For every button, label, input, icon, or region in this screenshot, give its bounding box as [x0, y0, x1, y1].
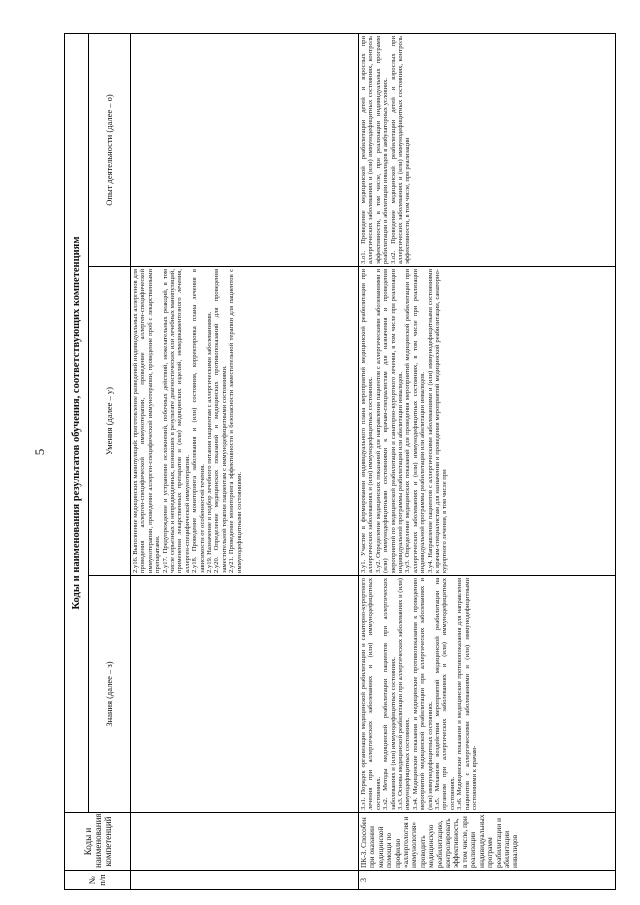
experience-item: 3.о2. Проведение медицинской реабилитации детей и взрослых при аллергических заболеваниях и (или) иммунодефицитных состояниях, контроль эффективности, в том числе, при реализации: [389, 36, 412, 264]
header-experience: Опыт деятельности (далее – о): [89, 34, 131, 267]
header-no: № п/п: [65, 871, 131, 890]
rotated-table-area: [64, 34, 616, 890]
row3-competence: ПК-3. Способен при оказании медицинской помощи по профилю «аллергология и иммунология» проводить медицинскую реабилитацию, контролировать эффективность, в том числе, при реализации индивидуальных программ реабилитации и абилитации инвалидов: [359, 813, 616, 871]
table-row: [359, 34, 616, 890]
row3-skills: [359, 267, 616, 576]
knowledge-item: 3.з4. Медицинские показания и медицинские противопоказания к проведению мероприятий медицинской реабилитации при аллергических заболеваниях и (или) иммунодефицитных состояниях.: [411, 578, 434, 810]
table-row: [131, 34, 359, 890]
skill-item: 2.у17. Предупреждение и устранение осложнений, побочных действий, нежелательных реакций, в том числе серьезных и непредвиденных, возникших в результате диагностических или лечебных манипуляций, применения лекарственных препаратов и (или) медицинских изделий, немедикаментозного лечения, аллерген-специфической иммунотерапии.: [161, 269, 191, 573]
skill-item: 2.у20. Определение медицинских показаний и медицинских противопоказаний для проведения заместительной терапии пациентам с иммунодефицитными состояниями.: [213, 269, 228, 573]
skill-item: 3.у1. Участие в формировании индивидуального плана мероприятий медицинской реабилитации при аллергических заболеваниях и (или) иммунодефицитных состояниях.: [360, 269, 375, 573]
knowledge-item: 3.з6. Медицинские показания и медицинские противопоказания для направления пациентов с аллергическими заболеваниями и (или) иммунодефицитными состояниями к врачам-: [456, 578, 479, 810]
header-codes: Коды и наименования компетенций: [65, 813, 131, 871]
skill-item: 2.у19. Назначение и подбор лечебного питания пациентам с аллергическими заболеваниями.: [206, 311, 214, 573]
experience-item: 3.о1. Проведение медицинской реабилитации детей и взрослых при аллергических заболеваниях и (или) иммунодефицитных состояниях, контроль эффективности, в том числе, при реализации индивидуальных программ реабилитации и абилитации инвалидов в амбулаторных условиях.: [360, 36, 390, 264]
knowledge-item: 3.з3. Основы медицинской реабилитации при аллергических заболеваниях и (или) иммунодефицитных состояниях.: [397, 578, 412, 810]
skill-item: 3.у2. Определение медицинских показаний для направления пациентов с аллергическими заболеваниями и (или) иммунодефицитными состояниями к врачам-специалистам для назначения и проведения мероприятий по медицинской реабилитации и санаторно-курортного лечения, в том числе при реализации индивидуальной программы реабилитации или абилитации инвалидов.: [374, 269, 405, 573]
skill-item: 2.у18. Проведение мониторинга заболевания и (или) состояния, корректировка плана лечения в зависимости от особенностей течения.: [191, 269, 206, 573]
row-prev-competence: [131, 813, 359, 871]
skill-item: 2.у21. Проведение мониторинга эффективности и безопасности заместительной терапии для пациентов с иммунодефицитными состояниями.: [228, 269, 243, 573]
knowledge-item: 3.з2. Методы медицинской реабилитации пациентов при аллергических заболеваниях и (или) иммунодефицитных состояниях.: [382, 578, 397, 810]
row3-experience: [359, 34, 616, 267]
row-prev-no: [131, 871, 359, 890]
competence-table: [64, 33, 616, 890]
skill-item: 3.у3. Определение медицинских показаний для проведения мероприятий медицинской реабилитации при аллергических заболеваниях и (или) иммунодефицитных состояниях, в том числе при реализации индивидуальной программы реабилитации или абилитации инвалидов.: [404, 269, 427, 573]
page-number: 5: [32, 448, 47, 456]
header-knowledge: Знания (далее – з): [89, 576, 131, 813]
knowledge-item: 3.з1. Порядок организации медицинской реабилитации и санаторно-курортного лечения при аллергических заболеваниях и (или) иммунодефицитных состояниях.: [360, 578, 382, 810]
row-prev-skills: [131, 267, 359, 576]
header-skills: Умения (далее – у): [89, 267, 131, 576]
row3-knowledge: [359, 576, 616, 813]
row3-no: 3: [359, 871, 616, 890]
knowledge-item: 3.з5. Механизм воздействия мероприятий медицинской реабилитации на организм при аллергических заболеваниях и (или) иммунодефицитных состояниях.: [434, 578, 456, 810]
row-prev-knowledge: [131, 576, 359, 813]
header-results: Коды и наименования результатов обучения, соответствующих компетенциям: [65, 34, 89, 813]
skill-item: 3.у4. Направление пациентов с аллергическими заболеваниями и (или) иммунодефицитными состояниями к врачам-специалистам для назначения и проведения мероприятий медицинской реабилитации, санаторно-курортного лечения, в том числе при: [426, 269, 449, 573]
row-prev-experience: [131, 34, 359, 267]
skill-item: 2.у16. Выполнение медицинских манипуляций: приготовление разведений индивидуальных аллергенов для проведения аллерген-специфической иммунотерапии, проведение аллерген-специфической иммунотерапии, проведение аллерген-специфической иммунотерапии, проведение проб с лекарственными препаратами.: [132, 269, 162, 573]
